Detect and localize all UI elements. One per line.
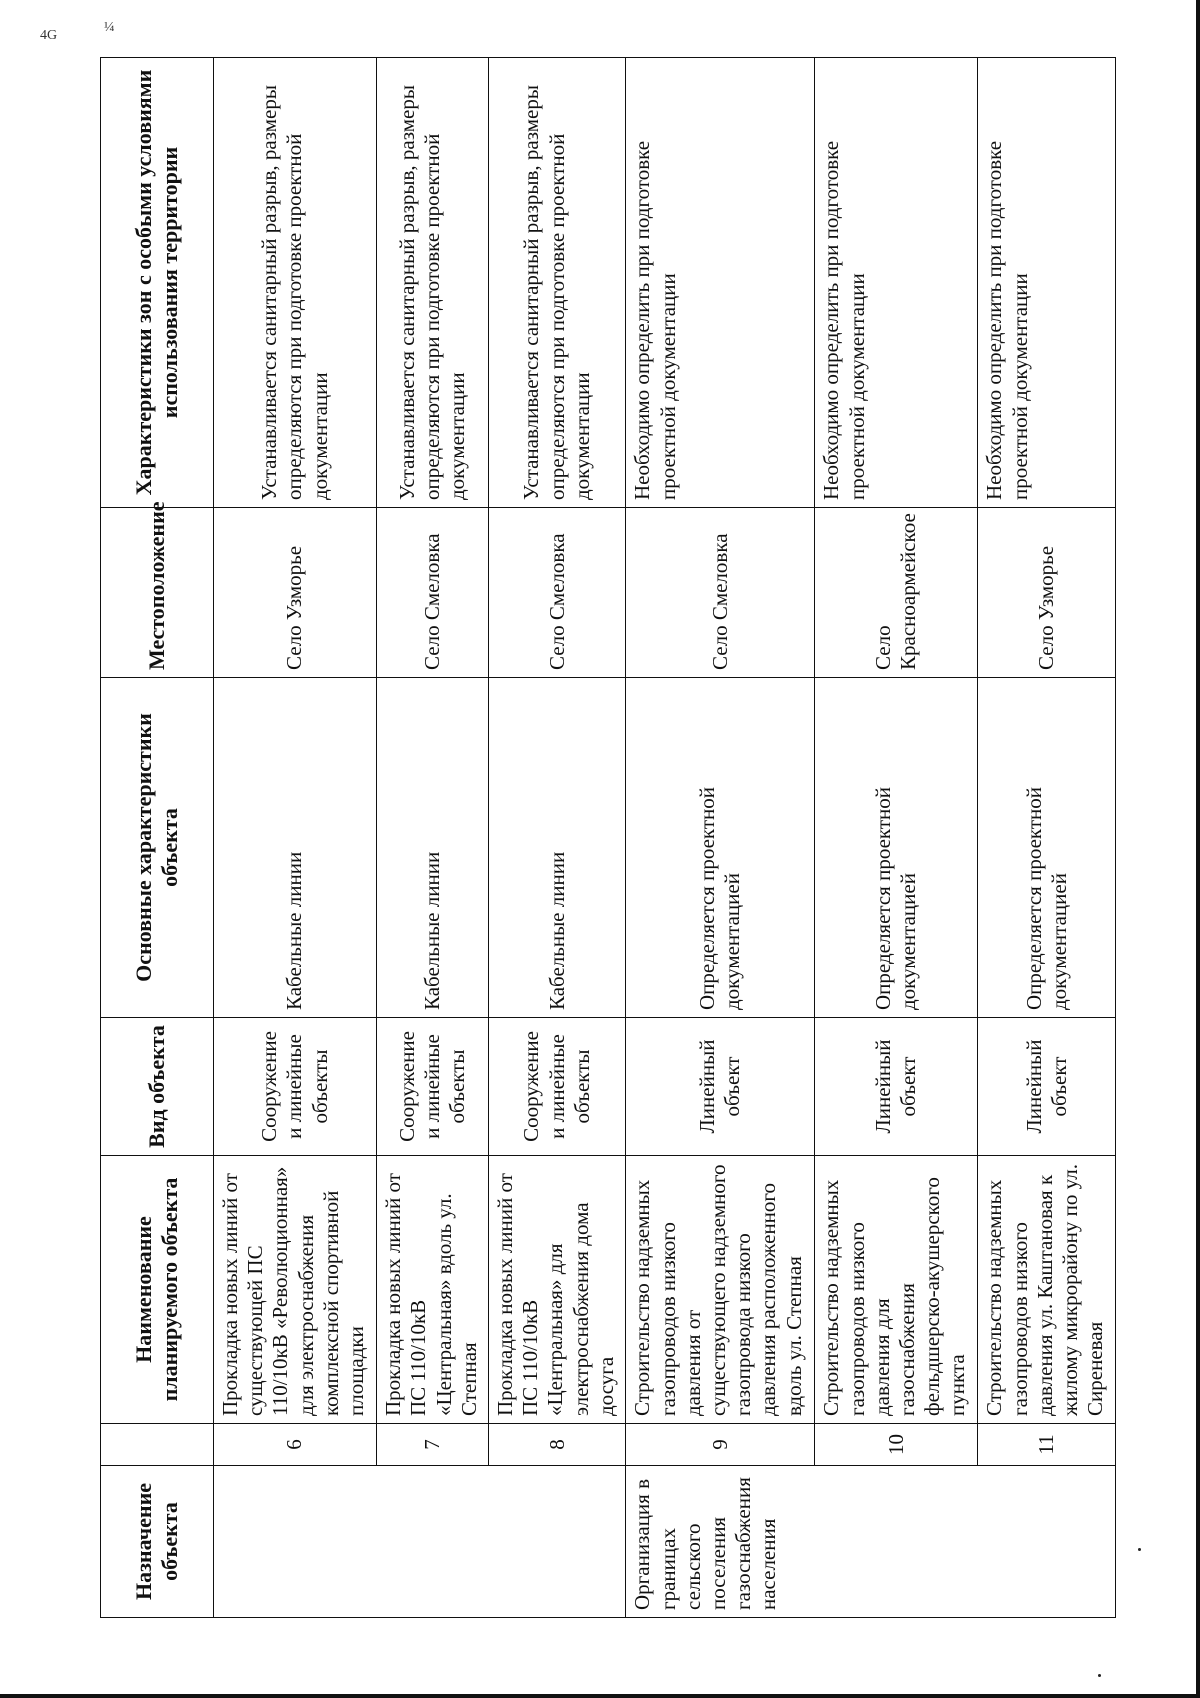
row-number: 8: [488, 1424, 626, 1466]
header-zones: Характеристики зон с особыми условиями использования территории: [101, 58, 214, 508]
rotated-page: [100, 58, 1116, 1618]
object-location: Село Смеловка: [488, 508, 626, 678]
table-row: [214, 58, 377, 1618]
object-location: Село Смеловка: [377, 508, 489, 678]
object-characteristics: Определяется проектной документацией: [626, 678, 815, 1018]
page-number-mark: 4G: [40, 28, 58, 43]
table-row: [815, 58, 978, 1618]
object-name: Прокладка новых линий от ПС 110/10кВ «Центральная» вдоль ул. Степная: [377, 1156, 489, 1424]
table-row: [626, 58, 815, 1618]
header-name: Наименование планируемого объекта: [101, 1156, 214, 1424]
zone-characteristics: Устанавливается санитарный разрыв, размеры определяются при подготовке проектной документации: [488, 58, 626, 508]
table-row: [488, 58, 626, 1618]
row-number: 6: [214, 1424, 377, 1466]
object-kind: Сооружение и линейные объекты: [488, 1018, 626, 1156]
header-purpose: Назначение объекта: [101, 1466, 214, 1618]
corner-mark: ¼: [104, 20, 115, 35]
header-location: Местоположение: [101, 508, 214, 678]
header-number: [101, 1424, 214, 1466]
scan-edge-right: [1196, 0, 1200, 1698]
zone-characteristics: Устанавливается санитарный разрыв, размеры определяются при подготовке проектной документации: [377, 58, 489, 508]
object-location: Село Узморье: [978, 508, 1116, 678]
table-row: [978, 58, 1116, 1618]
object-kind: Линейный объект: [815, 1018, 978, 1156]
row-number: 7: [377, 1424, 489, 1466]
table-row: [377, 58, 489, 1618]
object-characteristics: Кабельные линии: [214, 678, 377, 1018]
zone-characteristics: Устанавливается санитарный разрыв, размеры определяются при подготовке проектной документации: [214, 58, 377, 508]
zone-characteristics: Необходимо определить при подготовке проектной документации: [626, 58, 815, 508]
zone-characteristics: Необходимо определить при подготовке проектной документации: [978, 58, 1116, 508]
object-name: Строительство надземных газопроводов низкого давления ул. Каштановая к жилому микрорайону по ул. Сиреневая: [978, 1156, 1116, 1424]
object-kind: Линейный объект: [626, 1018, 815, 1156]
scan-edge-bottom: [0, 1694, 1200, 1698]
object-name: Прокладка новых линий от существующей ПС 110/10кВ «Революционная» для электроснабжения комплексной спортивной площадки: [214, 1156, 377, 1424]
objects-table: [100, 57, 1116, 1618]
object-kind: Сооружение и линейные объекты: [377, 1018, 489, 1156]
zone-characteristics: Необходимо определить при подготовке проектной документации: [815, 58, 978, 508]
object-characteristics: Кабельные линии: [488, 678, 626, 1018]
purpose-cell-gas: Организация в границах сельского поселения газоснабжения населения: [626, 1466, 1116, 1618]
table-header-row: [101, 58, 214, 1618]
row-number: 10: [815, 1424, 978, 1466]
object-location: Село Узморье: [214, 508, 377, 678]
object-kind: Сооружение и линейные объекты: [214, 1018, 377, 1156]
object-kind: Линейный объект: [978, 1018, 1116, 1156]
object-name: Строительство надземных газопроводов низкого давления от существующего надземного газопровода низкого давления расположенного вдоль ул. Степная: [626, 1156, 815, 1424]
object-location: Село Смеловка: [626, 508, 815, 678]
row-number: 11: [978, 1424, 1116, 1466]
object-location: Село Красноармейское: [815, 508, 978, 678]
header-kind: Вид объекта: [101, 1018, 214, 1156]
object-characteristics: Кабельные линии: [377, 678, 489, 1018]
row-number: 9: [626, 1424, 815, 1466]
scan-speck: [1098, 1674, 1101, 1677]
object-name: Строительство надземных газопроводов низкого давления для газоснабжения фельдшерско-акушерского пункта: [815, 1156, 978, 1424]
purpose-cell-empty: [214, 1466, 626, 1618]
object-characteristics: Определяется проектной документацией: [978, 678, 1116, 1018]
object-name: Прокладка новых линий от ПС 110/10кВ «Центральная» для электроснабжения дома досуга: [488, 1156, 626, 1424]
header-characteristics: Основные характеристики объекта: [101, 678, 214, 1018]
object-characteristics: Определяется проектной документацией: [815, 678, 978, 1018]
scan-speck: [1138, 1548, 1141, 1551]
